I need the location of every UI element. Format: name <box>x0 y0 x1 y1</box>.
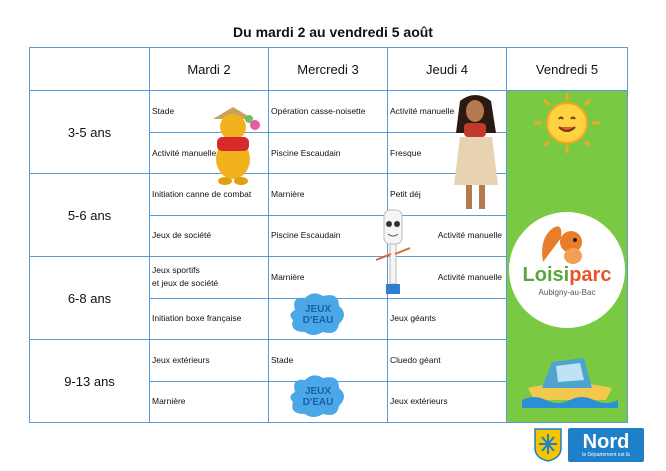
splash-illustration <box>287 372 349 420</box>
bear-illustration <box>203 105 265 187</box>
nord-logo <box>568 428 644 462</box>
activity-line: et jeux de société <box>152 278 219 289</box>
age-group: 5-6 ans <box>30 174 150 257</box>
pedal-boat-illustration <box>522 348 618 408</box>
activity-cell: Stade <box>150 91 269 132</box>
age-group: 6-8 ans <box>30 257 150 340</box>
activity-cell: Initiation boxe française <box>150 298 269 339</box>
activity-cell: Jeux extérieurs <box>388 381 507 422</box>
activity-cell: Jeux géants <box>388 298 507 339</box>
day-header: Vendredi 5 <box>507 48 628 91</box>
loisiparc-place: Aubigny-au-Bac <box>538 288 596 297</box>
day-header: Mardi 2 <box>150 48 269 91</box>
activity-cell: Jeux de société <box>150 215 269 256</box>
day-header: Jeudi 4 <box>388 48 507 91</box>
header-corner <box>30 48 150 91</box>
activity-cell: Marnière <box>269 257 388 298</box>
activity-cell: Jeux extérieurs <box>150 340 269 381</box>
activity-cell <box>150 257 269 298</box>
splash-line-2: D'EAU <box>302 397 334 408</box>
activity-cell: Activité manuelle <box>150 132 269 173</box>
day-header: Mercredi 3 <box>269 48 388 91</box>
activity-cell: Marnière <box>269 174 388 215</box>
activity-cell: Opération casse-noisette <box>269 91 388 132</box>
age-group: 9-13 ans <box>30 340 150 423</box>
activity-cell: Fresque <box>388 132 507 173</box>
nord-name: Nord <box>582 430 630 453</box>
loisiparc-name-b: parc <box>569 264 612 286</box>
activity-cell: Initiation canne de combat <box>150 174 269 215</box>
splash-line-1: JEUX <box>304 386 332 397</box>
nord-tagline: le Département est là <box>582 451 630 458</box>
activity-cell: Activité manuelle <box>388 257 507 298</box>
activity-cell: Petit déj <box>388 174 507 215</box>
activity-cell: Piscine Escaudain <box>269 215 388 256</box>
activity-cell: Piscine Escaudain <box>269 132 388 173</box>
activity-cell: Activité manuelle <box>388 215 507 256</box>
page-title: Du mardi 2 au vendredi 5 août <box>233 24 433 40</box>
age-group: 3-5 ans <box>30 91 150 174</box>
footer-logos <box>534 428 644 462</box>
crest-icon <box>534 428 562 462</box>
sun-illustration <box>528 92 606 154</box>
splash-line-2: D'EAU <box>302 315 334 326</box>
splash-line-1: JEUX <box>304 304 332 315</box>
forky-illustration <box>372 208 414 298</box>
loisiparc-name-a: Loisi <box>522 264 570 286</box>
activity-cell: Activité manuelle <box>388 91 507 132</box>
header-row <box>30 48 628 91</box>
activity-line: Jeux sportifs <box>152 265 200 276</box>
activity-cell: Marnière <box>150 381 269 422</box>
splash-illustration <box>287 290 349 338</box>
activity-cell: Cluedo géant <box>388 340 507 381</box>
squirrel-icon <box>539 218 591 266</box>
girl-illustration <box>448 93 503 213</box>
activity-cell: Stade <box>269 340 388 381</box>
loisiparc-logo <box>509 212 625 328</box>
